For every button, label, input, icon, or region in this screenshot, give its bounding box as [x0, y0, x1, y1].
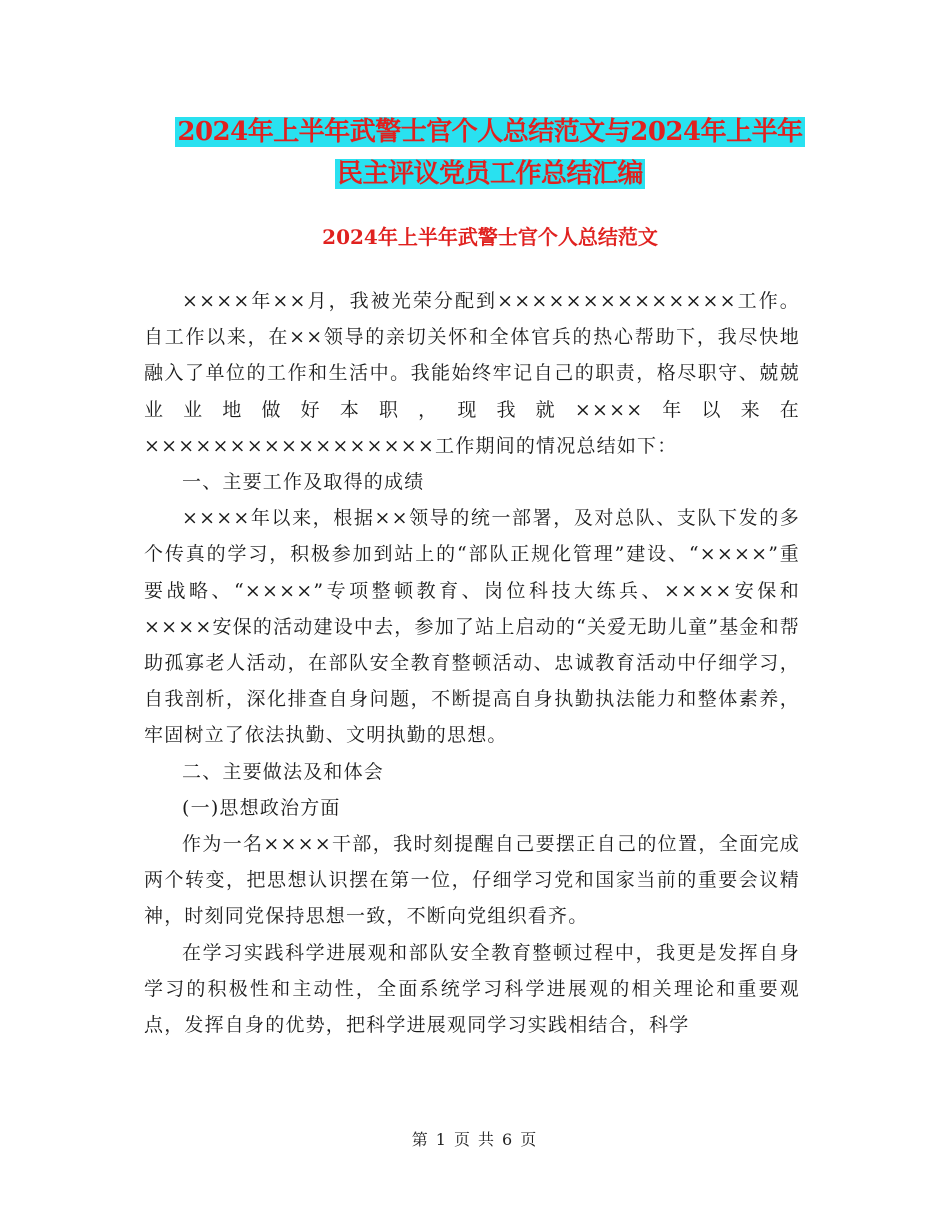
footer-page-label: 页	[453, 1130, 472, 1149]
document-body	[144, 283, 800, 1043]
page-footer	[0, 1127, 950, 1150]
footer-suffix: 页	[520, 1130, 539, 1149]
document-title	[140, 111, 840, 195]
title-line-2: 民主评议党员工作总结汇编	[336, 159, 643, 189]
heading-main-work: 一、主要工作及取得的成绩	[182, 471, 425, 494]
paragraph-political: 作为一名××××干部，我时刻提醒自己要摆正自己的位置，全面完成两个转变，把思想认识摆在第一位，仔细学习党和国家当前的重要会议精神，时刻同党保持思想一致，不断向党组织看齐。	[144, 833, 800, 928]
title-line-1: 2024年上半年武警士官个人总结范文与2024年上半年	[177, 117, 803, 147]
footer-total-pages: 6	[502, 1130, 515, 1149]
heading-methods: 二、主要做法及和体会	[182, 760, 385, 783]
footer-prefix: 第	[411, 1130, 430, 1149]
paragraph-achievements: ××××年以来，根据××领导的统一部署，及对总队、支队下发的多个传真的学习，积极参加到站上的“部队正规化管理”建设、“××××”重要战略、“××××”专项整顿教育、岗位科技大练兵、××××安保和××××安保的活动建设中去，参加了站上启动的“关爱无助儿童”基金和帮助孤寡老人活动，在部队安全教育整顿活动、忠诚教育活动中仔细学习，自我剖析，深化排查自身问题，不断提高自身执勤执法能力和整体素养，牢固树立了依法执勤、文明执勤的思想。	[144, 507, 800, 747]
footer-page-number: 1	[435, 1130, 448, 1149]
paragraph-intro: ××××年××月，我被光荣分配到××××××××××××××工作。自工作以来，在××领导的亲切关怀和全体官兵的热心帮助下，我尽快地融入了单位的工作和生活中。我能始终牢记自己的职责，格尽职守、兢兢业业地做好本职，现我就××××年以来在×××××××××××××××××工作期间的情况总结如下：	[144, 290, 800, 457]
section-title: 2024年上半年武警士官个人总结范文	[322, 225, 658, 249]
paragraph-study: 在学习实践科学进展观和部队安全教育整顿过程中，我更是发挥自身学习的积极性和主动性，全面系统学习科学进展观的相关理论和重要观点，发挥自身的优势，把科学进展观同学习实践相结合，科学	[144, 941, 800, 1037]
subheading-political: (一)思想政治方面	[182, 796, 341, 819]
footer-total-label: 共	[478, 1130, 497, 1149]
